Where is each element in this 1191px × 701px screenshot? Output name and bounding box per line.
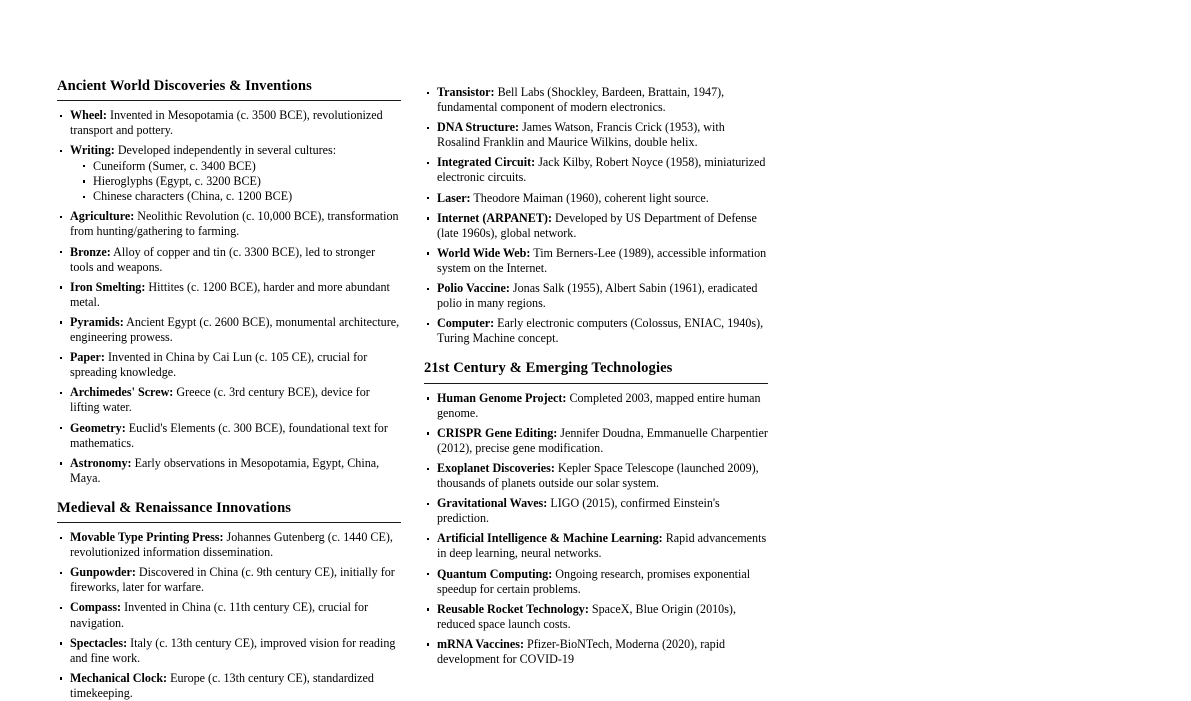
definition-list [424, 391, 768, 668]
list-item [424, 461, 768, 491]
nested-item-text: Hieroglyphs (Egypt, c. 3200 BCE) [93, 173, 261, 188]
item-description: Hittites (c. 1200 BCE), harder and more abundant metal. [70, 279, 390, 309]
bullet-icon [427, 197, 429, 199]
bullet-icon [427, 252, 429, 254]
list-item [424, 602, 768, 632]
list-item [57, 530, 401, 560]
bullet-icon [83, 180, 85, 182]
list-item [424, 155, 768, 185]
item-description: Completed 2003, mapped entire human genome. [437, 390, 761, 420]
bullet-icon [60, 286, 62, 288]
item-description: Euclid's Elements (c. 300 BCE), foundational text for mathematics. [70, 420, 388, 450]
item-term: Computer: [437, 316, 495, 331]
item-term: Exoplanet Discoveries: [437, 461, 555, 475]
item-description: Alloy of copper and tin (c. 3300 BCE), led to stronger tools and weapons. [70, 244, 376, 274]
bullet-icon [60, 607, 62, 609]
nested-item-text: Chinese characters (China, c. 1200 BCE) [93, 189, 293, 204]
item-description: Tim Berners-Lee (1989), accessible information system on the Internet. [437, 245, 767, 275]
item-description: Rapid advancements in deep learning, neural networks. [437, 531, 767, 561]
item-term: DNA Structure: [437, 120, 520, 135]
item-description: Jonas Salk (1955), Albert Sabin (1961), eradicated polio in many regions. [437, 281, 758, 311]
list-item [57, 565, 401, 595]
item-term: Compass: [70, 600, 122, 615]
item-description: Theodore Maiman (1960), coherent light source. [470, 190, 709, 205]
section-heading: Ancient World Discoveries & Inventions [57, 78, 401, 101]
bullet-icon [60, 115, 62, 117]
list-item [57, 600, 401, 630]
list-item [424, 567, 768, 597]
item-description: Ongoing research, promises exponential speedup for certain problems. [437, 566, 751, 596]
item-term: Archimedes' Screw: [70, 385, 174, 400]
list-item [57, 245, 401, 275]
bullet-icon [427, 468, 429, 470]
item-description: Johannes Gutenberg (c. 1440 CE), revolutionized information dissemination. [70, 530, 393, 560]
bullet-icon [427, 503, 429, 505]
definition-list [57, 530, 401, 701]
section-heading: Medieval & Renaissance Innovations [57, 500, 401, 523]
text-column-2 [424, 78, 768, 667]
bullet-icon [427, 288, 429, 290]
definition-list [57, 108, 401, 486]
bullet-icon [427, 432, 429, 434]
bullet-icon [427, 643, 429, 645]
item-term: Polio Vaccine: [437, 281, 510, 296]
bullet-icon [427, 608, 429, 610]
item-description: Discovered in China (c. 9th century CE), initially for fireworks, later for warfare. [70, 565, 395, 595]
bullet-icon [60, 427, 62, 429]
nested-list-item [79, 189, 401, 204]
list-item [424, 531, 768, 561]
item-term: Human Genome Project: [437, 390, 567, 405]
nested-list-item [79, 174, 401, 189]
list-item [57, 636, 401, 666]
item-term: Gunpowder: [70, 565, 136, 580]
item-description: Developed independently in several cultures: [114, 143, 337, 158]
item-description: Invented in Mesopotamia (c. 3500 BCE), revolutionized transport and pottery. [70, 108, 383, 138]
bullet-icon [60, 216, 62, 218]
list-item [57, 315, 401, 345]
item-description: Kepler Space Telescope (launched 2009), thousands of planets outside our solar system. [437, 461, 759, 491]
list-item [424, 316, 768, 346]
item-description: Pfizer-BioNTech, Moderna (2020), rapid development for COVID-19 [437, 636, 726, 667]
bullet-icon [60, 150, 62, 152]
item-description: Jennifer Doudna, Emmanuelle Charpentier (2012), precise gene modification. [437, 425, 768, 455]
list-item [57, 671, 401, 701]
bullet-icon [427, 217, 429, 219]
list-item [424, 211, 768, 241]
bullet-icon [60, 321, 62, 323]
bullet-icon [60, 251, 62, 253]
item-term: Internet (ARPANET): [437, 210, 552, 225]
section-block [57, 500, 401, 701]
list-item [57, 280, 401, 310]
list-item [57, 421, 401, 451]
item-description: Greece (c. 3rd century BCE), device for lifting water. [70, 385, 370, 415]
nested-item-text: Cuneiform (Sumer, c. 3400 BCE) [93, 158, 256, 173]
item-description: LIGO (2015), confirmed Einstein's prediction. [437, 496, 720, 526]
item-description: Invented in China by Cai Lun (c. 105 CE), crucial for spreading knowledge. [70, 350, 368, 380]
bullet-icon [427, 573, 429, 575]
nested-list-item [79, 159, 401, 174]
list-item [57, 456, 401, 486]
list-item [57, 108, 401, 138]
list-item [424, 246, 768, 276]
item-term: Astronomy: [70, 455, 132, 470]
item-term: mRNA Vaccines: [437, 636, 525, 651]
bullet-icon [60, 357, 62, 359]
nested-list [70, 159, 401, 205]
item-description: Italy (c. 13th century CE), improved vision for reading and fine work. [70, 635, 396, 665]
list-item [424, 637, 768, 667]
definition-list [424, 85, 768, 346]
item-description: Developed by US Department of Defense (late 1960s), global network. [437, 210, 757, 240]
list-item [424, 120, 768, 150]
bullet-icon [60, 537, 62, 539]
item-term: Transistor: [437, 85, 495, 99]
item-term: Integrated Circuit: [437, 155, 536, 170]
list-item [57, 209, 401, 239]
bullet-icon [83, 165, 85, 167]
item-term: Pyramids: [70, 314, 124, 329]
item-term: Mechanical Clock: [70, 670, 168, 685]
item-term: Quantum Computing: [437, 566, 553, 581]
item-term: Reusable Rocket Technology: [437, 601, 589, 616]
item-description: Bell Labs (Shockley, Bardeen, Brattain, 1947), fundamental component of modern electronics. [437, 85, 725, 115]
item-description: Europe (c. 13th century CE), standardized timekeeping. [70, 670, 374, 700]
section-block [424, 85, 768, 346]
section-heading: 21st Century & Emerging Technologies [424, 360, 768, 383]
two-column-layout [57, 78, 768, 701]
item-description: Neolithic Revolution (c. 10,000 BCE), transformation from hunting/gathering to farming. [70, 209, 399, 239]
list-item [424, 391, 768, 421]
item-term: World Wide Web: [437, 245, 531, 260]
bullet-icon [427, 162, 429, 164]
item-term: Artificial Intelligence & Machine Learning: [437, 531, 663, 546]
bullet-icon [427, 323, 429, 325]
item-term: Laser: [437, 190, 471, 205]
item-description: Invented in China (c. 11th century CE), crucial for navigation. [70, 600, 369, 630]
bullet-icon [60, 392, 62, 394]
item-term: Geometry: [70, 420, 126, 435]
list-item [57, 350, 401, 380]
item-term: Movable Type Printing Press: [70, 530, 224, 545]
list-item [424, 426, 768, 456]
item-term: Bronze: [70, 244, 111, 259]
list-item [424, 191, 768, 206]
bullet-icon [60, 462, 62, 464]
item-term: Writing: [70, 143, 115, 158]
item-term: Agriculture: [70, 209, 135, 224]
list-item [424, 496, 768, 526]
list-item [424, 85, 768, 115]
bullet-icon [83, 196, 85, 198]
item-term: Paper: [70, 350, 105, 365]
section-block [57, 78, 401, 486]
item-description: Jack Kilby, Robert Noyce (1958), miniaturized electronic circuits. [437, 155, 766, 185]
bullet-icon [60, 572, 62, 574]
text-column-1 [57, 78, 401, 701]
item-description: James Watson, Francis Crick (1953), with Rosalind Franklin and Maurice Wilkins, double helix. [437, 120, 725, 150]
section-block [424, 360, 768, 667]
item-description: Ancient Egypt (c. 2600 BCE), monumental architecture, engineering prowess. [70, 314, 400, 345]
item-term: Gravitational Waves: [437, 496, 548, 511]
bullet-icon [60, 642, 62, 644]
bullet-icon [427, 397, 429, 399]
list-item [57, 385, 401, 415]
item-term: CRISPR Gene Editing: [437, 425, 558, 440]
bullet-icon [60, 677, 62, 679]
list-item [57, 143, 401, 204]
item-term: Iron Smelting: [70, 279, 146, 294]
bullet-icon [427, 127, 429, 129]
bullet-icon [427, 92, 429, 94]
bullet-icon [427, 538, 429, 540]
item-term: Wheel: [70, 108, 107, 123]
item-term: Spectacles: [70, 635, 128, 650]
item-description: Early electronic computers (Colossus, ENIAC, 1940s), Turing Machine concept. [437, 316, 764, 346]
list-item [424, 281, 768, 311]
item-description: Early observations in Mesopotamia, Egypt, China, Maya. [70, 455, 380, 485]
item-description: SpaceX, Blue Origin (2010s), reduced space launch costs. [437, 601, 736, 631]
